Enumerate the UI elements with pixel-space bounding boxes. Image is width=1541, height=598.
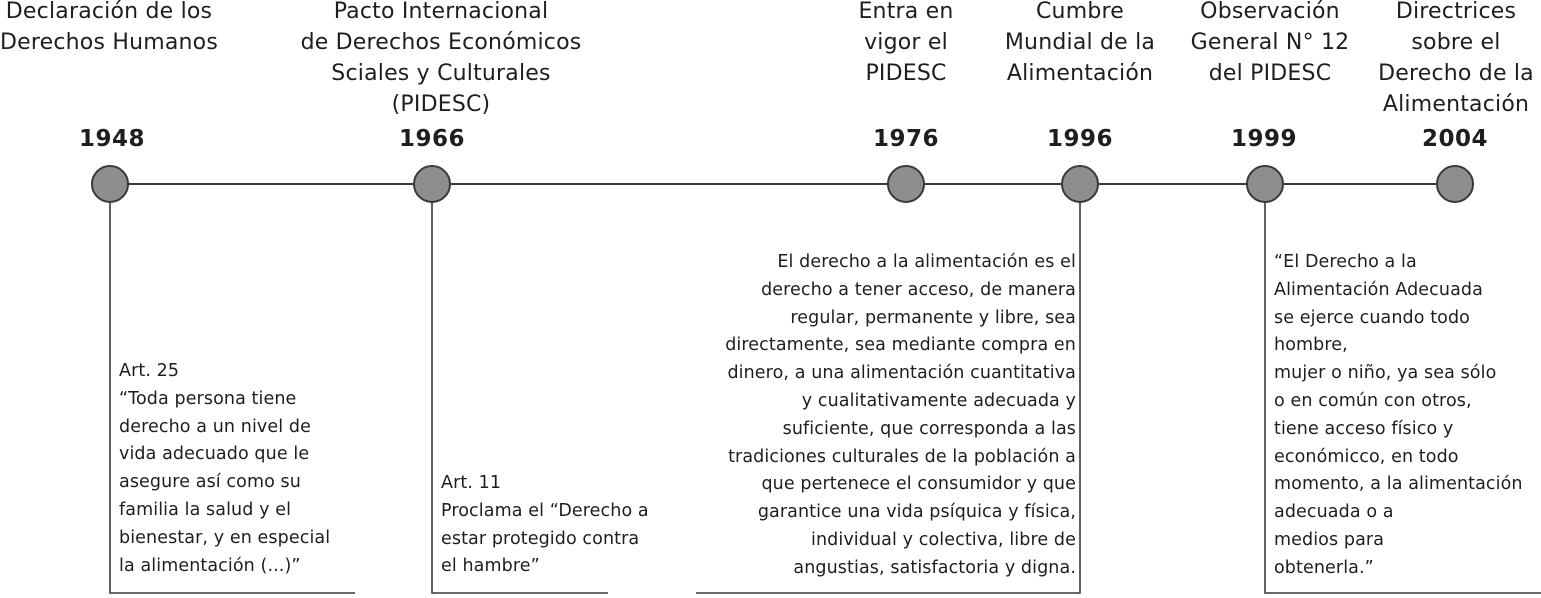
year-1966: 1966 <box>398 126 465 152</box>
note-1948: Art. 25 “Toda persona tiene derecho a un nivel de vida adecuado que le asegure así como su familia la salud y el bienestar, y en especial la alimentación (...)” <box>119 361 331 576</box>
note-1999: “El Derecho a la Alimentación Adecuada se ejerce cuando todo hombre, mujer o niño, ya sea sólo o en común con otros, tiene acceso físico y económicco, en todo momento, a la alimentación adecuada o a medios para obtenerla.” <box>1274 252 1523 578</box>
note-1966: Art. 11 Proclama el “Derecho a estar protegido contra el hambre” <box>441 473 649 577</box>
year-1948: 1948 <box>78 126 145 152</box>
year-1996: 1996 <box>1046 126 1113 152</box>
node-1999 <box>1247 166 1283 202</box>
year-1999: 1999 <box>1230 126 1297 152</box>
node-1966 <box>414 166 450 202</box>
node-1976 <box>888 166 924 202</box>
event-title-1948: Declaración de los Derechos Humanos <box>0 0 218 55</box>
event-title-2004: Directrices sobre el Derecho de la Alimentación <box>1378 0 1534 117</box>
node-1948 <box>92 166 128 202</box>
event-title-1999: Observación General N° 12 del PIDESC <box>1190 0 1350 86</box>
event-title-1966: Pacto Internacional de Derechos Económicos Sciales y Culturales (PIDESC) <box>300 0 582 117</box>
node-2004 <box>1437 166 1473 202</box>
node-1996 <box>1062 166 1098 202</box>
year-2004: 2004 <box>1421 126 1488 152</box>
year-1976: 1976 <box>872 126 939 152</box>
note-1996: El derecho a la alimentación es el derecho a tener acceso, de manera regular, permanente y libre, sea directamente, sea mediante compra en dinero, a una alimentación cuantitativa y cualitativamente adecuada y suficiente, que corresponda a las tradiciones culturales de la población a que pertenece el consumidor y que garantice una vida psíquica y física, individual y colectiva, libre de angustias, satisfactoria y digna. <box>725 252 1076 578</box>
event-title-1996: Cumbre Mundial de la Alimentación <box>1004 0 1156 86</box>
event-title-1976: Entra en vigor el PIDESC <box>858 0 954 86</box>
